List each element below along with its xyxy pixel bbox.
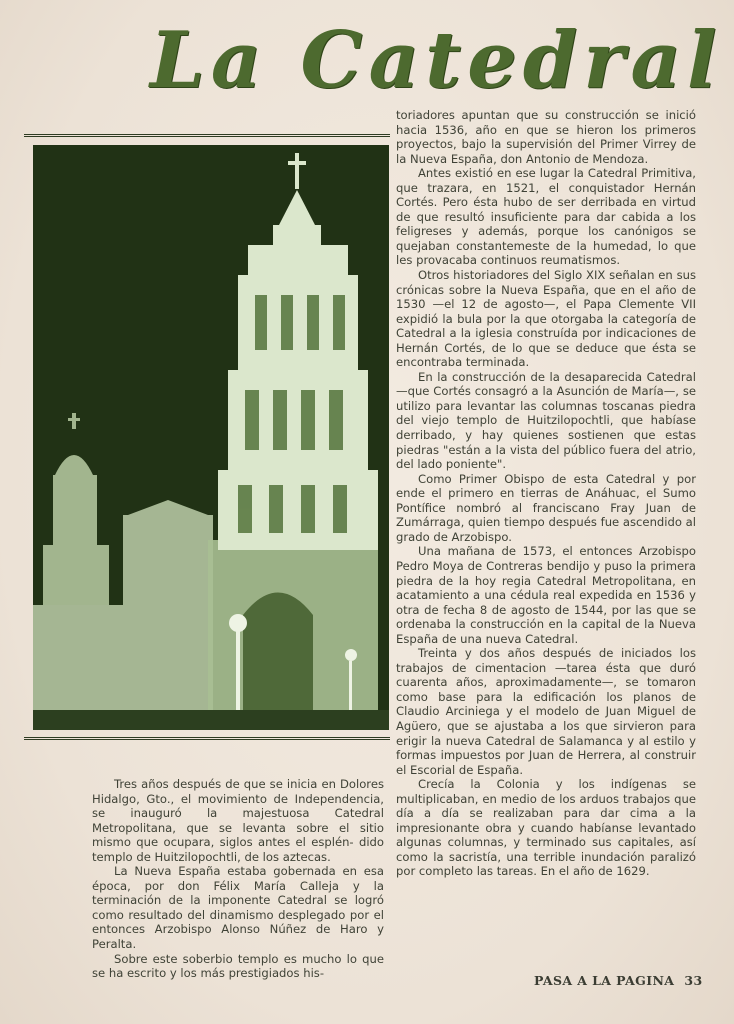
paragraph: La Nueva España estaba gobernada en esa época, por don Félix María Calleja y la terminación de la imponente Catedral se logró como resultado del dinamismo desplegado por el entonces Arzobispo Alonso Núñez de Haro y Peralta. bbox=[92, 864, 384, 952]
cathedral-illustration bbox=[33, 145, 389, 730]
paragraph: Como Primer Obispo de esta Catedral y por ende el primero en tierras de Anáhuac, el Sumo Pontífice nombró al franciscano Fray Juan de Zumárraga, quien tiempo después fue ascendido al grado de Arzobispo. bbox=[396, 471, 696, 544]
paragraph: Treinta y dos años después de iniciados los trabajos de cimentacion —tarea ésta que duró cuarenta años, aproximadamente—, se tomaron como base para la edificación los planos de Claudio Arciniega y el modelo de Juan Miguel de Agüero, que se ajustaba a los que sirvieron para erigir la nueva Catedral de Salamanca y al estilo y formas impuestos por Juan de Herrera, al construir el Escorial de España. bbox=[396, 646, 696, 777]
paragraph: Una mañana de 1573, el entonces Arzobispo Pedro Moya de Contreras bendijo y puso la primera piedra de la hoy regia Catedral Metropolitana, en acatamiento a una cédula real expedida en 1536 y otra de fecha 8 de agosto de 1544, por las que se ordenaba la construcción en la capital de la Nueva España de una nueva Catedral. bbox=[396, 544, 696, 646]
continue-label: PASA A LA PAGINA bbox=[534, 973, 675, 988]
paragraph: Tres años después de que se inicia en Dolores Hidalgo, Gto., el movimiento de Independencia, se inauguró la majestuosa Catedral Metropolitana, que se levanta sobre el sitio mismo que ocupara, siglos antes el esplén- dido templo de Huitzilopochtli, de los aztecas. bbox=[92, 777, 384, 864]
paragraph: Otros historiadores del Siglo XIX señalan en sus crónicas sobre la Nueva España, que en el año de 1530 —el 12 de agosto—, el Papa Clemente VII expidió la bula por la que otorgaba la categoría de Catedral a la iglesia construída por indicaciones de Hernán Cortés, de lo que se deduce que ésta se encontraba terminada. bbox=[396, 268, 696, 370]
paragraph: En la construcción de la desaparecida Catedral —que Cortés consagró a la Asunción de María—, se utilizo para levantar las columnas toscanas piedra del viejo templo de Huitzilopochtli, que habíase derribado, y hay quienes sostienen que estas piedras "están a la vista del público fuera del atrio, del lado poniente". bbox=[396, 369, 696, 472]
page-title: La Catedral bbox=[150, 15, 723, 106]
left-text-column bbox=[92, 777, 384, 981]
right-text-column bbox=[396, 108, 696, 879]
paragraph: toriadores apuntan que su construcción se inició hacia 1536, año en que se hieron los primeros proyectos, bajo la supervisión del Primer Virrey de la Nueva España, don Antonio de Mendoza. bbox=[396, 108, 696, 166]
paragraph: Sobre este soberbio templo es mucho lo que se ha escrito y los más prestigiados his- bbox=[92, 951, 384, 981]
central-facade bbox=[208, 540, 378, 730]
page-footer bbox=[534, 973, 710, 988]
page-number: 33 bbox=[684, 973, 703, 988]
paragraph: Crecía la Colonia y los indígenas se multiplicaban, en medio de los arduos trabajos que día a día se realizaban para dar cima a la impresionante obra y cuando habíanse levantado algunas columnas, y terminado sus capitales, así como la sacristía, una terrible inundación paralizó por completo las tareas. En el año de 1629. bbox=[396, 777, 696, 879]
paragraph: Antes existió en ese lugar la Catedral Primitiva, que trazara, en 1521, el conquistador Hernán Cortés. Pero ésta hubo de ser derribada en virtud de que resultó insuficiente para dar cabida a los feligreses y además, porque los canónigos se quejaban constantemeste de la humedad, lo que les provacaba continuos reumatismos. bbox=[396, 166, 696, 268]
cathedral-night-photo bbox=[33, 145, 389, 730]
